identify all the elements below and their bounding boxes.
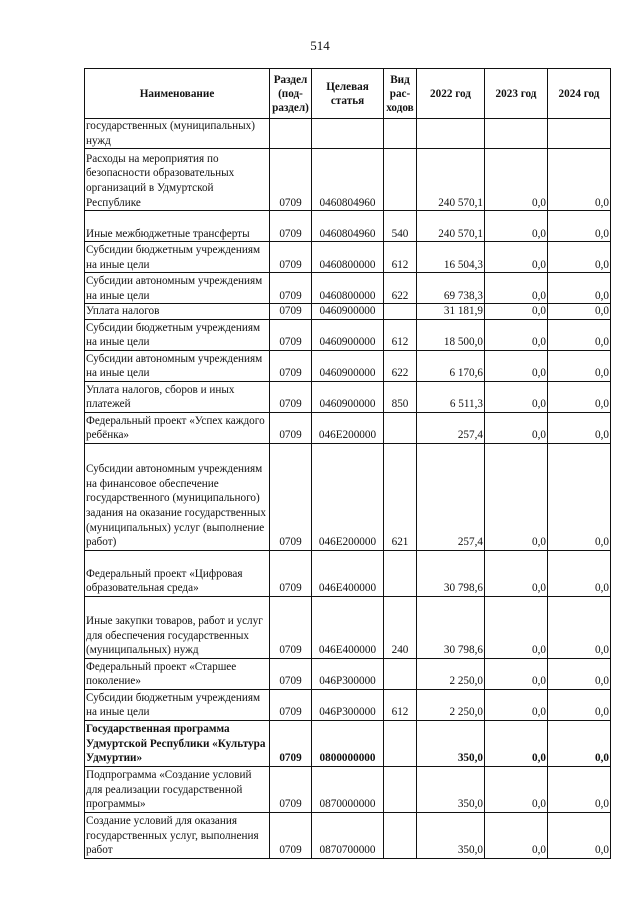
cell-kind: 622 xyxy=(384,350,417,381)
cell-section: 0709 xyxy=(270,319,312,350)
cell-kind: 540 xyxy=(384,211,417,242)
cell-name: Уплата налогов, сборов и иных платежей xyxy=(85,381,270,412)
cell-2024: 0,0 xyxy=(548,689,611,720)
cell-2022: 30 798,6 xyxy=(417,550,485,596)
cell-kind: 612 xyxy=(384,242,417,273)
cell-2024: 0,0 xyxy=(548,550,611,596)
cell-kind xyxy=(384,766,417,812)
cell-target: 0460900000 xyxy=(312,350,384,381)
cell-kind xyxy=(384,149,417,211)
cell-section: 0709 xyxy=(270,443,312,550)
cell-2022: 31 181,9 xyxy=(417,304,485,320)
cell-target: 0460900000 xyxy=(312,304,384,320)
header-section: Раздел (под-раздел) xyxy=(270,69,312,119)
table-row xyxy=(85,689,611,720)
cell-name: Федеральный проект «Успех каждого ребёнка» xyxy=(85,412,270,443)
cell-2024: 0,0 xyxy=(548,350,611,381)
cell-2023: 0,0 xyxy=(485,211,548,242)
budget-table xyxy=(84,68,611,859)
cell-2024: 0,0 xyxy=(548,720,611,766)
header-2022: 2022 год xyxy=(417,69,485,119)
cell-name: Субсидии автономным учреждениям на финансовое обеспечение государственного (муниципального) задания на оказание государственных (муниципальных) услуг (выполнение работ) xyxy=(85,443,270,550)
cell-section: 0709 xyxy=(270,766,312,812)
cell-2023: 0,0 xyxy=(485,443,548,550)
cell-kind xyxy=(384,658,417,689)
cell-2022: 2 250,0 xyxy=(417,689,485,720)
cell-name: Иные закупки товаров, работ и услуг для обеспечения государственных (муниципальных) нужд xyxy=(85,596,270,658)
cell-section: 0709 xyxy=(270,350,312,381)
cell-kind xyxy=(384,812,417,858)
cell-target: 0460900000 xyxy=(312,319,384,350)
cell-name: Субсидии бюджетным учреждениям на иные цели xyxy=(85,689,270,720)
cell-section: 0709 xyxy=(270,550,312,596)
cell-name: Субсидии бюджетным учреждениям на иные цели xyxy=(85,242,270,273)
cell-section: 0709 xyxy=(270,304,312,320)
table-row xyxy=(85,319,611,350)
cell-2022: 240 570,1 xyxy=(417,149,485,211)
cell-2024: 0,0 xyxy=(548,443,611,550)
cell-2023: 0,0 xyxy=(485,242,548,273)
cell-section: 0709 xyxy=(270,211,312,242)
table-row xyxy=(85,119,611,149)
table-row xyxy=(85,596,611,658)
cell-2023: 0,0 xyxy=(485,304,548,320)
cell-2023: 0,0 xyxy=(485,689,548,720)
cell-2024: 0,0 xyxy=(548,149,611,211)
cell-target: 046E400000 xyxy=(312,550,384,596)
header-target: Целевая статья xyxy=(312,69,384,119)
cell-2022: 350,0 xyxy=(417,720,485,766)
cell-2024: 0,0 xyxy=(548,304,611,320)
cell-2023: 0,0 xyxy=(485,720,548,766)
table-body xyxy=(85,119,611,859)
cell-2023: 0,0 xyxy=(485,412,548,443)
cell-target: 0870700000 xyxy=(312,812,384,858)
cell-2023: 0,0 xyxy=(485,658,548,689)
table-row xyxy=(85,550,611,596)
cell-2024: 0,0 xyxy=(548,381,611,412)
cell-name: Подпрограмма «Создание условий для реализации государственной программы» xyxy=(85,766,270,812)
cell-2023: 0,0 xyxy=(485,149,548,211)
cell-section xyxy=(270,119,312,149)
table-row xyxy=(85,149,611,211)
table-row xyxy=(85,412,611,443)
table-row xyxy=(85,381,611,412)
header-2024: 2024 год xyxy=(548,69,611,119)
cell-2022: 69 738,3 xyxy=(417,273,485,304)
cell-target: 0870000000 xyxy=(312,766,384,812)
cell-2023: 0,0 xyxy=(485,273,548,304)
cell-2022: 6 170,6 xyxy=(417,350,485,381)
table-row xyxy=(85,766,611,812)
cell-target: 046P300000 xyxy=(312,658,384,689)
cell-2022: 240 570,1 xyxy=(417,211,485,242)
table-row xyxy=(85,658,611,689)
cell-section: 0709 xyxy=(270,242,312,273)
cell-name: Создание условий для оказания государственных услуг, выполнения работ xyxy=(85,812,270,858)
table-row xyxy=(85,304,611,320)
cell-2022: 257,4 xyxy=(417,412,485,443)
cell-2024: 0,0 xyxy=(548,242,611,273)
cell-name: Иные межбюджетные трансферты xyxy=(85,211,270,242)
cell-section: 0709 xyxy=(270,596,312,658)
page-number: 514 xyxy=(310,38,330,53)
cell-2024: 0,0 xyxy=(548,658,611,689)
header-2023: 2023 год xyxy=(485,69,548,119)
cell-2023: 0,0 xyxy=(485,596,548,658)
cell-2023: 0,0 xyxy=(485,319,548,350)
table-row xyxy=(85,211,611,242)
header-name: Наименование xyxy=(85,69,270,119)
table-row xyxy=(85,720,611,766)
table-row xyxy=(85,443,611,550)
cell-kind: 240 xyxy=(384,596,417,658)
cell-section: 0709 xyxy=(270,412,312,443)
cell-kind: 612 xyxy=(384,319,417,350)
cell-section: 0709 xyxy=(270,812,312,858)
cell-kind xyxy=(384,119,417,149)
cell-target: 046E400000 xyxy=(312,596,384,658)
cell-name: Субсидии бюджетным учреждениям на иные цели xyxy=(85,319,270,350)
cell-kind: 850 xyxy=(384,381,417,412)
cell-2023: 0,0 xyxy=(485,812,548,858)
cell-2022: 2 250,0 xyxy=(417,658,485,689)
cell-section: 0709 xyxy=(270,720,312,766)
cell-target: 0460900000 xyxy=(312,381,384,412)
cell-section: 0709 xyxy=(270,381,312,412)
cell-2023: 0,0 xyxy=(485,550,548,596)
cell-2022: 257,4 xyxy=(417,443,485,550)
cell-2024: 0,0 xyxy=(548,211,611,242)
table-row xyxy=(85,350,611,381)
cell-section: 0709 xyxy=(270,658,312,689)
cell-section: 0709 xyxy=(270,149,312,211)
cell-name: Уплата налогов xyxy=(85,304,270,320)
cell-section: 0709 xyxy=(270,273,312,304)
cell-2024: 0,0 xyxy=(548,596,611,658)
cell-2022: 18 500,0 xyxy=(417,319,485,350)
cell-target: 0460800000 xyxy=(312,242,384,273)
cell-target: 046E200000 xyxy=(312,443,384,550)
cell-2023: 0,0 xyxy=(485,350,548,381)
cell-name: Федеральный проект «Старшее поколение» xyxy=(85,658,270,689)
cell-target xyxy=(312,119,384,149)
cell-kind xyxy=(384,550,417,596)
cell-target: 046E200000 xyxy=(312,412,384,443)
cell-kind: 622 xyxy=(384,273,417,304)
table-row xyxy=(85,273,611,304)
cell-name: Расходы на мероприятия по безопасности образовательных организаций в Удмуртской Республике xyxy=(85,149,270,211)
header-kind: Вид рас-ходов xyxy=(384,69,417,119)
cell-kind xyxy=(384,412,417,443)
cell-target: 0460804960 xyxy=(312,211,384,242)
cell-target: 0460800000 xyxy=(312,273,384,304)
cell-name: Субсидии автономным учреждениям на иные цели xyxy=(85,350,270,381)
cell-2022: 30 798,6 xyxy=(417,596,485,658)
cell-kind: 612 xyxy=(384,689,417,720)
cell-target: 0800000000 xyxy=(312,720,384,766)
cell-2022: 350,0 xyxy=(417,766,485,812)
cell-2022: 6 511,3 xyxy=(417,381,485,412)
cell-2024: 0,0 xyxy=(548,273,611,304)
cell-2024: 0,0 xyxy=(548,766,611,812)
cell-2024: 0,0 xyxy=(548,412,611,443)
cell-kind: 621 xyxy=(384,443,417,550)
cell-kind xyxy=(384,304,417,320)
cell-2022 xyxy=(417,119,485,149)
table-row xyxy=(85,812,611,858)
cell-name: Субсидии автономным учреждениям на иные цели xyxy=(85,273,270,304)
cell-target: 046P300000 xyxy=(312,689,384,720)
cell-name: Государственная программа Удмуртской Республики «Культура Удмуртии» xyxy=(85,720,270,766)
cell-2024 xyxy=(548,119,611,149)
cell-2023: 0,0 xyxy=(485,766,548,812)
table-header-row xyxy=(85,69,611,119)
cell-name: Федеральный проект «Цифровая образовательная среда» xyxy=(85,550,270,596)
cell-kind xyxy=(384,720,417,766)
cell-section: 0709 xyxy=(270,689,312,720)
cell-2022: 16 504,3 xyxy=(417,242,485,273)
cell-2023: 0,0 xyxy=(485,381,548,412)
cell-2024: 0,0 xyxy=(548,812,611,858)
cell-2022: 350,0 xyxy=(417,812,485,858)
cell-2024: 0,0 xyxy=(548,319,611,350)
cell-name: государственных (муниципальных) нужд xyxy=(85,119,270,149)
cell-target: 0460804960 xyxy=(312,149,384,211)
table-row xyxy=(85,242,611,273)
cell-2023 xyxy=(485,119,548,149)
